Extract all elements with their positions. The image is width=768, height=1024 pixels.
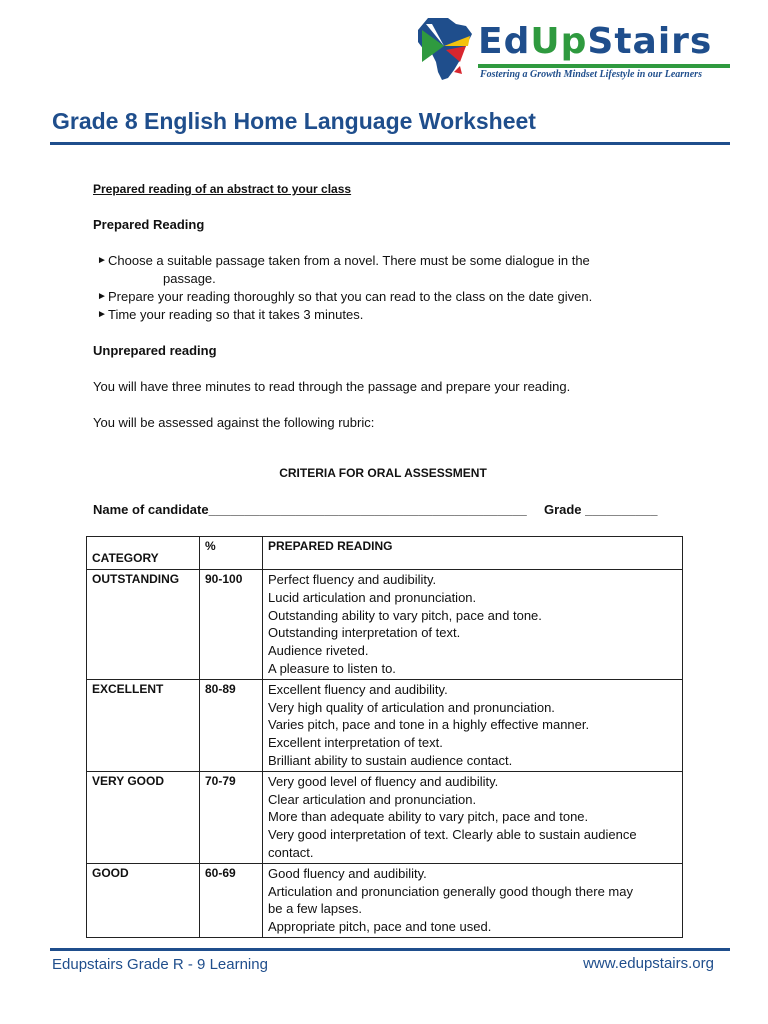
table-row <box>87 771 683 863</box>
arrow-bullet-icon: ► <box>97 255 107 266</box>
section-heading: Prepared reading of an abstract to your class <box>93 182 352 196</box>
header-category: CATEGORY <box>87 537 200 570</box>
candidate-line <box>93 502 657 517</box>
brand-tagline: Fostering a Growth Mindset Lifestyle in our Learners <box>480 69 702 80</box>
footer-website-link[interactable]: www.edupstairs.org <box>583 955 714 972</box>
prepared-heading: Prepared Reading <box>93 217 205 232</box>
row-range: 80-89 <box>200 679 263 771</box>
title-divider <box>50 142 730 145</box>
edupstairs-logo <box>414 14 734 84</box>
rubric-table <box>86 536 683 938</box>
africa-map-flag-icon <box>414 16 476 82</box>
row-category: VERY GOOD <box>87 771 200 863</box>
row-description: Perfect fluency and audibility. Lucid articulation and pronunciation. Outstanding ability to vary pitch, pace and tone. Outstanding interpretation of text. Audience riveted. A pleasure to listen to. <box>263 570 683 680</box>
table-row <box>87 863 683 937</box>
unprepared-text: You will have three minutes to read through the passage and prepare your reading. <box>93 379 571 394</box>
list-item: ► Prepare your reading thoroughly so that you can read to the class on the date given. <box>97 289 593 304</box>
row-range: 60-69 <box>200 863 263 937</box>
row-description: Very good level of fluency and audibility. Clear articulation and pronunciation. More than adequate ability to vary pitch, pace and tone. Very good interpretation of text. Clearly able to sustain audience contact. <box>263 771 683 863</box>
page-title: Grade 8 English Home Language Worksheet <box>52 108 536 134</box>
list-item: ► Choose a suitable passage taken from a novel. There must be some dialogue in the passage. <box>97 253 590 286</box>
row-description: Good fluency and audibility. Articulation and pronunciation generally good though there may be a few lapses. Appropriate pitch, pace and tone used. <box>263 863 683 937</box>
header-prepared-reading: PREPARED READING <box>263 537 683 570</box>
footer-text: Edupstairs Grade R - 9 Learning <box>52 956 268 973</box>
brand-name: EdUpStairs <box>478 21 713 62</box>
row-description: Excellent fluency and audibility. Very high quality of articulation and pronunciation. Varies pitch, pace and tone in a highly effective manner. Excellent interpretation of text. Brilliant ability to sustain audience contact. <box>263 679 683 771</box>
tagline-bar <box>478 64 730 68</box>
arrow-bullet-icon: ► <box>97 309 107 320</box>
arrow-bullet-icon: ► <box>97 291 107 302</box>
worksheet-body <box>93 180 693 432</box>
row-range: 70-79 <box>200 771 263 863</box>
list-item: ► Time your reading so that it takes 3 minutes. <box>97 307 364 322</box>
row-range: 90-100 <box>200 570 263 680</box>
criteria-heading: CRITERIA FOR ORAL ASSESSMENT <box>279 466 487 480</box>
row-category: EXCELLENT <box>87 679 200 771</box>
grade-field[interactable]: Grade __________ <box>543 502 658 517</box>
row-category: GOOD <box>87 863 200 937</box>
table-row <box>87 570 683 680</box>
candidate-name-field[interactable]: Name of candidate____________________________________________ <box>93 502 527 517</box>
row-category: OUTSTANDING <box>87 570 200 680</box>
footer-divider <box>50 948 730 951</box>
instructions-list <box>93 252 693 324</box>
table-header-row <box>87 537 683 570</box>
unprepared-heading: Unprepared reading <box>93 343 217 358</box>
header-percent: % <box>200 537 263 570</box>
table-row <box>87 679 683 771</box>
assessed-text: You will be assessed against the following rubric: <box>93 415 375 430</box>
